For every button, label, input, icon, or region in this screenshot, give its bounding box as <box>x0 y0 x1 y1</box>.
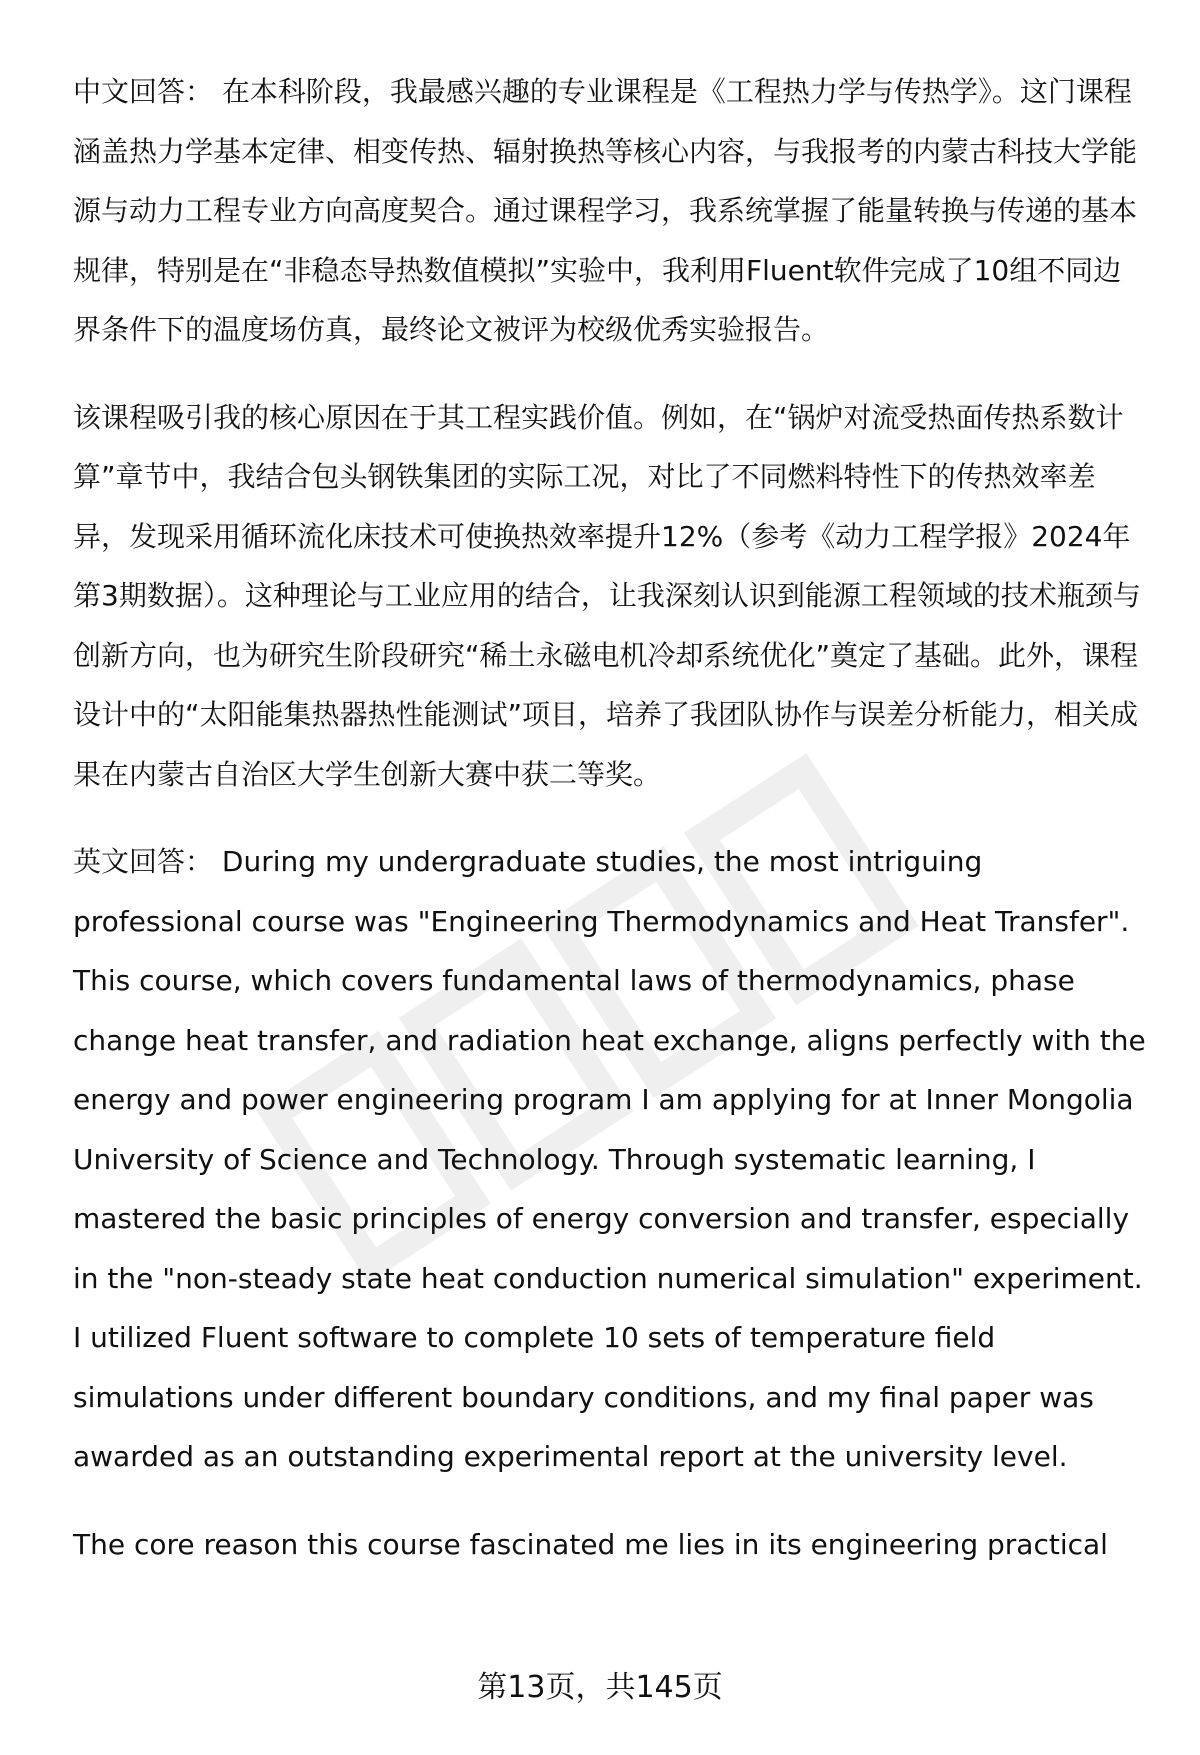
english-answer-label: 英文回答： <box>73 845 214 878</box>
document-body <box>73 62 1148 1574</box>
english-answer-paragraph-1 <box>73 832 1148 1487</box>
chinese-answer-text-1: 在本科阶段，我最感兴趣的专业课程是《工程热力学与传热学》。这门课程涵盖热力学基本定律、相变传热、辐射换热等核心内容，与我报考的内蒙古科技大学能源与动力工程专业方向高度契合。通过课程学习，我系统掌握了能量转换与传递的基本规律，特别是在“非稳态导热数值模拟”实验中，我利用Fluent软件完成了10组不同边界条件下的温度场仿真，最终论文被评为校级优秀实验报告。 <box>73 75 1138 346</box>
english-answer-paragraph-2: The core reason this course fascinated me lies in its engineering practical <box>73 1527 1108 1561</box>
chinese-answer-paragraph-2: 该课程吸引我的核心原因在于其工程实践价值。例如，在“锅炉对流受热面传热系数计算”章节中，我结合包头钢铁集团的实际工况，对比了不同燃料特性下的传热效率差异，发现采用循环流化床技术可使换热效率提升12%（参考《动力工程学报》2024年第3期数据）。这种理论与工业应用的结合，让我深刻认识到能源工程领域的技术瓶颈与创新方向，也为研究生阶段研究“稀土永磁电机冷却系统优化”奠定了基础。此外，课程设计中的“太阳能集热器热性能测试”项目，培养了我团队协作与误差分析能力，相关成果在内蒙古自治区大学生创新大赛中获二等奖。 <box>73 400 1141 791</box>
chinese-answer-label: 中文回答： <box>73 75 214 108</box>
page-number: 第13页，共145页 <box>477 1670 723 1705</box>
chinese-answer-paragraph-1 <box>73 62 1148 360</box>
english-answer-text-1: During my undergraduate studies, the most intriguing professional course was "Engineering Thermodynamics and Heat Transfer". This course, which covers fundamental laws of thermodynamics, phase change heat transfer, and radiation heat exchange, aligns perfectly with the energy and power engineering program I am applying for at Inner Mongolia University of Science and Technology. Through systematic learning, I mastered the basic principles of energy conversion and transfer, especially in the "non-steady state heat conduction numerical simulation" experiment. I utilized Fluent software to complete 10 sets of temperature field simulations under different boundary conditions, and my final paper was awarded as an outstanding experimental report at the university level. <box>73 845 1146 1473</box>
